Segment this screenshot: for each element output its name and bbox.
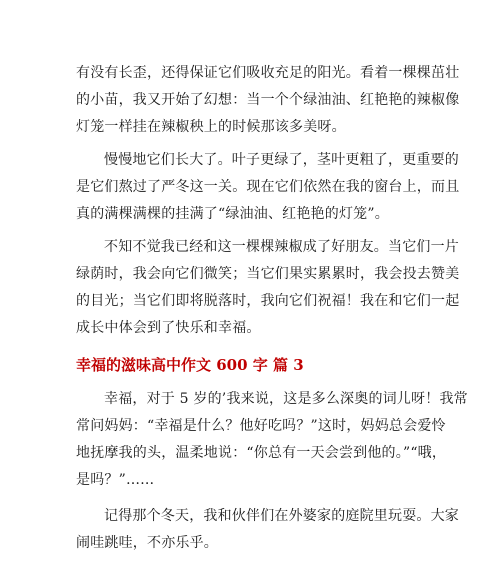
paragraph-3: [76, 234, 460, 342]
paragraph-2: [76, 147, 460, 228]
text-line: 地抚摩我的头，温柔地说：“你总有一天会尝到他的。”“哦，: [76, 445, 447, 461]
text-line: 灯笼一样挂在辣椒秧上的时候那该多美呀。: [76, 119, 346, 135]
text-line: 是吗？”……: [76, 472, 155, 488]
paragraph-1: [76, 60, 460, 141]
text-line: 成长中体会到了快乐和幸福。: [76, 320, 261, 336]
text-line: 绿荫时，我会向它们微笑；当它们果实累累时，我会投去赞美: [76, 266, 460, 282]
text-line: 慢慢地它们长大了。叶子更绿了，茎叶更粗了，更重要的: [104, 152, 459, 168]
text-line: 不知不觉我已经和这一棵棵辣椒成了好朋友。当它们一片: [104, 239, 459, 255]
text-line: 的小苗，我又开始了幻想：当一个个绿油油、红艳艳的辣椒像: [76, 92, 460, 108]
text-line: 幸福，对于 5 岁的’我来说，这是多么深奥的词儿呀！我常: [104, 391, 468, 407]
text-line: 有没有长歪，还得保证它们吸收充足的阳光。看着一棵棵茁壮: [76, 65, 460, 81]
text-line: 的目光；当它们即将脱落时，我向它们祝福！我在和它们一起: [76, 293, 460, 309]
text-line: 记得那个冬天，我和伙伴们在外婆家的庭院里玩耍。大家: [104, 508, 459, 524]
paragraph-4: [76, 386, 468, 494]
text-line: 是它们熬过了严冬这一关。现在它们依然在我的窗台上，而且: [76, 179, 460, 195]
text-line: 真的满棵满棵的挂满了“绿油油、红艳艳的灯笼”。: [76, 206, 389, 222]
text-line: 常问妈妈：“幸福是什么？他好吃吗？”这时，妈妈总会爱怜: [76, 418, 446, 434]
text-line: 闹哇跳哇，不亦乐乎。: [76, 535, 218, 551]
section-heading: 幸福的滋味高中作文 600 字 篇 3: [76, 356, 304, 374]
paragraph-5: [76, 503, 459, 557]
